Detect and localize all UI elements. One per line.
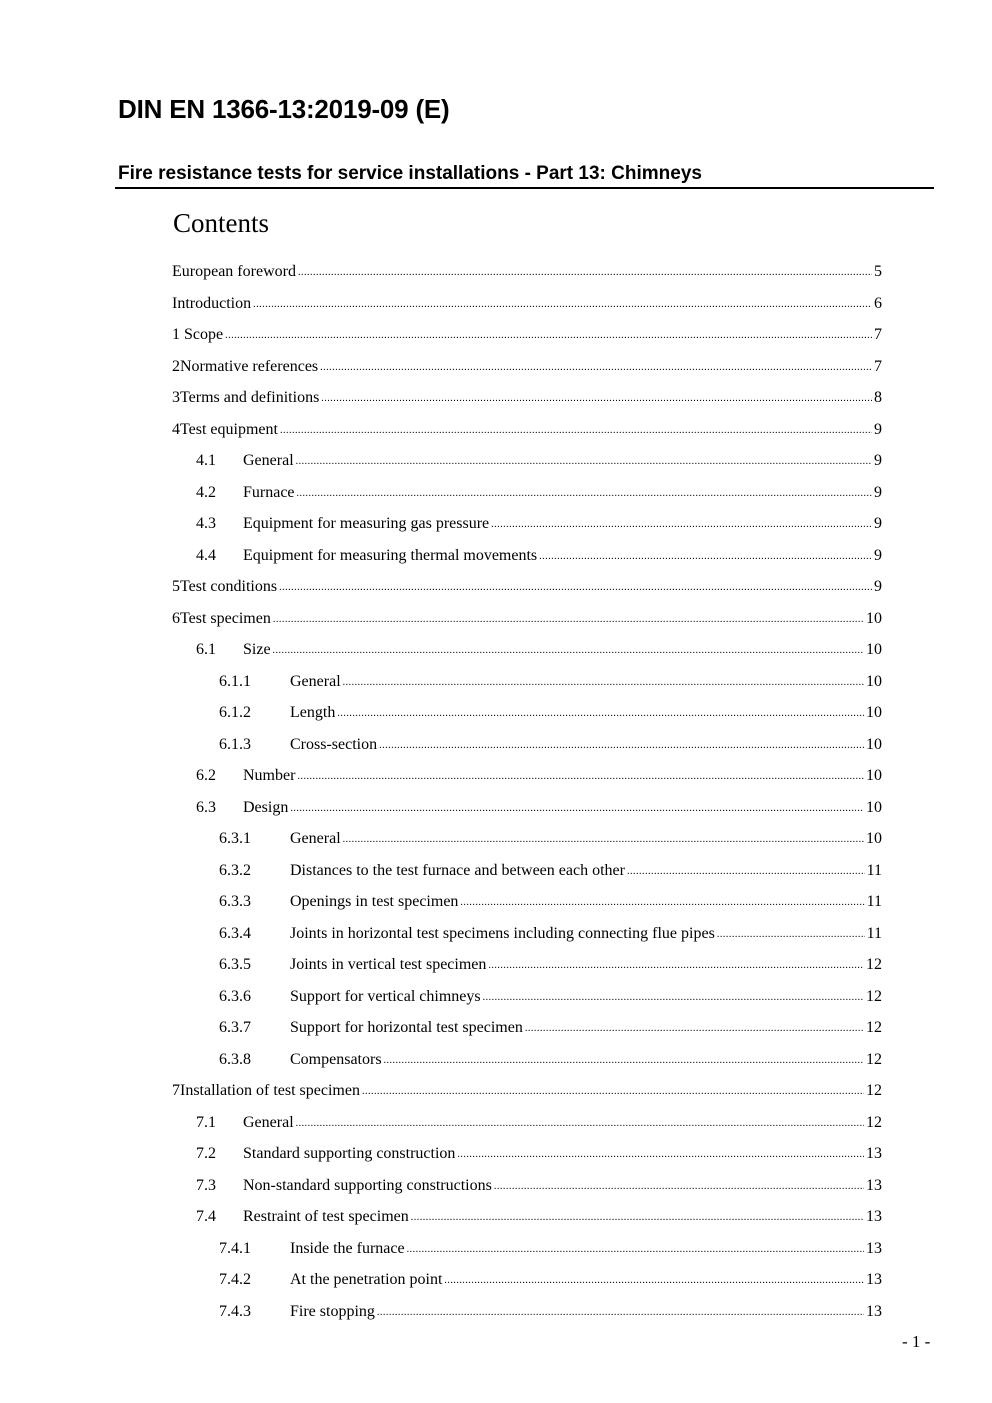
toc-entry-title: Cross-section xyxy=(290,735,378,753)
toc-entry[interactable] xyxy=(172,987,882,1019)
toc-entry[interactable] xyxy=(172,955,882,987)
toc-entry[interactable] xyxy=(172,262,882,294)
toc-entry-number: 3 xyxy=(172,389,180,406)
toc-entry-page: 9 xyxy=(874,578,882,595)
toc-dot-leader xyxy=(483,986,864,1008)
toc-entry-page: 13 xyxy=(866,1302,882,1320)
toc-entry[interactable] xyxy=(172,1302,882,1334)
toc-entry-page: 11 xyxy=(866,893,882,910)
toc-entry[interactable] xyxy=(172,1239,882,1271)
toc-dot-leader xyxy=(296,1112,864,1134)
toc-entry-page: 5 xyxy=(874,263,882,280)
toc-entry-title: Support for horizontal test specimen xyxy=(290,1019,523,1036)
toc-entry-title: Compensators xyxy=(290,1050,382,1068)
contents-heading: Contents xyxy=(173,208,270,238)
toc-entry-number: 7.2 xyxy=(196,1145,216,1162)
toc-entry-title: Equipment for measuring thermal movements xyxy=(243,546,538,564)
toc-dot-leader xyxy=(296,450,872,472)
toc-entry[interactable] xyxy=(172,829,882,861)
toc-entry[interactable] xyxy=(172,1176,882,1208)
toc-dot-leader xyxy=(460,891,864,913)
toc-entry-number: 4.2 xyxy=(196,483,216,501)
toc-dot-leader xyxy=(627,860,865,882)
toc-dot-leader xyxy=(488,954,864,976)
toc-entry-page: 8 xyxy=(874,389,882,406)
toc-entry-title: Test equipment xyxy=(180,420,278,438)
toc-entry-number: 5 xyxy=(172,578,180,595)
toc-entry[interactable] xyxy=(172,703,882,735)
toc-entry-page: 6 xyxy=(874,294,882,312)
toc-entry[interactable] xyxy=(172,1081,882,1113)
toc-entry-number: 6.3.1 xyxy=(219,830,251,847)
toc-entry-number: 6 xyxy=(172,609,180,627)
toc-entry-number: 6.3.8 xyxy=(219,1050,251,1068)
toc-entry[interactable] xyxy=(172,577,882,609)
toc-entry-page: 10 xyxy=(866,609,882,627)
toc-entry-page: 13 xyxy=(866,1271,882,1288)
toc-entry-title: Inside the furnace xyxy=(290,1239,405,1257)
toc-entry-number: 6.1.1 xyxy=(219,672,251,690)
toc-entry-title: General xyxy=(290,672,341,690)
toc-entry-title: Furnace xyxy=(243,483,295,501)
toc-entry-number: 7.4.2 xyxy=(219,1271,251,1288)
toc-entry[interactable] xyxy=(172,325,882,357)
toc-entry-page: 13 xyxy=(866,1239,882,1257)
toc-entry-number: 6.3.7 xyxy=(219,1019,251,1036)
toc-dot-leader xyxy=(297,765,864,787)
toc-entry-number: 6.3.5 xyxy=(219,956,251,973)
toc-entry-title: Normative references xyxy=(180,357,319,375)
toc-entry-number: 7.4.3 xyxy=(219,1302,251,1320)
toc-entry-title: General xyxy=(290,830,341,847)
toc-entry-page: 10 xyxy=(866,767,882,784)
toc-entry[interactable] xyxy=(172,861,882,893)
toc-entry-page: 9 xyxy=(874,452,882,469)
toc-entry-title: Joints in vertical test specimen xyxy=(290,956,487,973)
toc-dot-leader xyxy=(411,1206,864,1228)
toc-dot-leader xyxy=(384,1049,864,1071)
toc-dot-leader xyxy=(297,482,872,504)
toc-dot-leader xyxy=(539,545,872,567)
toc-entry-number: 4.3 xyxy=(196,515,216,532)
toc-entry-page: 9 xyxy=(874,483,882,501)
toc-entry-title: Installation of test specimen xyxy=(180,1082,360,1099)
toc-entry[interactable] xyxy=(172,483,882,515)
toc-entry-page: 7 xyxy=(874,326,882,343)
toc-entry[interactable] xyxy=(172,798,882,830)
table-of-contents xyxy=(172,262,882,1333)
toc-entry-number: 6.3.6 xyxy=(219,987,251,1005)
toc-entry[interactable] xyxy=(172,420,882,452)
toc-entry-number: 6.2 xyxy=(196,767,216,784)
toc-entry-page: 9 xyxy=(874,546,882,564)
toc-entry-title: General xyxy=(243,452,294,469)
toc-entry[interactable] xyxy=(172,735,882,767)
toc-entry-number: 1 xyxy=(172,326,180,343)
toc-entry-title: Support for vertical chimneys xyxy=(290,987,481,1005)
page-number: - 1 - xyxy=(902,1332,931,1351)
toc-dot-leader xyxy=(362,1080,864,1102)
toc-entry[interactable] xyxy=(172,1113,882,1145)
toc-entry-page: 10 xyxy=(866,830,882,847)
toc-entry[interactable] xyxy=(172,294,882,326)
toc-entry-page: 12 xyxy=(866,987,882,1005)
toc-entry-title: Number xyxy=(243,767,296,784)
toc-entry-title: Terms and definitions xyxy=(180,389,320,406)
toc-entry-number: 4 xyxy=(172,420,180,438)
toc-entry-number: 7.4.1 xyxy=(219,1239,251,1257)
toc-dot-leader xyxy=(457,1143,864,1165)
toc-entry-number: 6.1.2 xyxy=(219,704,251,721)
toc-dot-leader xyxy=(491,513,872,535)
toc-entry-title: Fire stopping xyxy=(290,1302,375,1320)
toc-entry[interactable] xyxy=(172,514,882,546)
toc-dot-leader xyxy=(343,671,864,693)
toc-dot-leader xyxy=(320,356,872,378)
toc-entry-number: 6.3.4 xyxy=(219,924,251,942)
header-rule xyxy=(115,187,934,189)
toc-dot-leader xyxy=(407,1238,864,1260)
toc-entry-page: 10 xyxy=(866,798,882,816)
toc-entry-number: 6.3 xyxy=(196,798,216,816)
toc-entry-page: 9 xyxy=(874,515,882,532)
toc-dot-leader xyxy=(377,1301,864,1323)
toc-entry-page: 7 xyxy=(874,357,882,375)
toc-entry-number: 7.1 xyxy=(196,1113,216,1131)
toc-entry-page: 13 xyxy=(866,1176,882,1194)
toc-entry-page: 10 xyxy=(866,641,882,658)
toc-entry-page: 9 xyxy=(874,420,882,438)
toc-entry[interactable] xyxy=(172,1018,882,1050)
toc-entry-title: Introduction xyxy=(172,294,252,312)
toc-entry-title: Non-standard supporting constructions xyxy=(243,1176,492,1194)
toc-entry-page: 10 xyxy=(866,704,882,721)
toc-entry-page: 12 xyxy=(866,1019,882,1036)
toc-entry-page: 13 xyxy=(866,1145,882,1162)
toc-dot-leader xyxy=(525,1017,864,1039)
toc-dot-leader xyxy=(273,608,864,630)
toc-entry-title: Joints in horizontal test specimens including connecting flue pipes xyxy=(290,924,715,942)
toc-entry[interactable] xyxy=(172,892,882,924)
toc-entry-number: 6.3.3 xyxy=(219,893,251,910)
toc-entry[interactable] xyxy=(172,357,882,389)
toc-entry[interactable] xyxy=(172,388,882,420)
toc-entry-number: 6.1.3 xyxy=(219,735,251,753)
toc-dot-leader xyxy=(444,1269,864,1291)
toc-entry[interactable] xyxy=(172,924,882,956)
toc-entry-title: Scope xyxy=(184,326,224,343)
toc-dot-leader xyxy=(290,797,864,819)
toc-entry-number: 4.4 xyxy=(196,546,216,564)
toc-entry-page: 10 xyxy=(866,735,882,753)
toc-entry-number: 2 xyxy=(172,357,180,375)
toc-dot-leader xyxy=(280,419,872,441)
toc-dot-leader xyxy=(279,576,872,598)
toc-entry-title: Test specimen xyxy=(180,609,271,627)
toc-entry[interactable] xyxy=(172,1270,882,1302)
toc-dot-leader xyxy=(273,639,864,661)
toc-entry-title: At the penetration point xyxy=(290,1271,443,1288)
toc-dot-leader xyxy=(321,387,872,409)
toc-entry-page: 10 xyxy=(866,672,882,690)
toc-entry-title: Length xyxy=(290,704,336,721)
toc-entry-number: 4.1 xyxy=(196,452,216,469)
toc-entry-page: 11 xyxy=(866,924,882,942)
toc-entry-number: 6.3.2 xyxy=(219,861,251,879)
toc-entry[interactable] xyxy=(172,451,882,483)
toc-dot-leader xyxy=(253,293,872,315)
toc-dot-leader xyxy=(717,923,865,945)
toc-entry-title: Size xyxy=(243,641,271,658)
toc-entry-title: Distances to the test furnace and between each other xyxy=(290,861,625,879)
toc-entry-number: 6.1 xyxy=(196,641,216,658)
toc-entry-title: Equipment for measuring gas pressure xyxy=(243,515,490,532)
toc-entry-title: European foreword xyxy=(172,263,296,280)
toc-entry-page: 12 xyxy=(866,956,882,973)
toc-entry-title: Standard supporting construction xyxy=(243,1145,456,1162)
toc-entry[interactable] xyxy=(172,672,882,704)
toc-dot-leader xyxy=(337,702,864,724)
toc-entry[interactable] xyxy=(172,1144,882,1176)
toc-entry[interactable] xyxy=(172,1207,882,1239)
toc-dot-leader xyxy=(379,734,864,756)
toc-entry[interactable] xyxy=(172,546,882,578)
toc-dot-leader xyxy=(343,828,864,850)
toc-entry[interactable] xyxy=(172,1050,882,1082)
toc-dot-leader xyxy=(494,1175,864,1197)
toc-entry-page: 12 xyxy=(866,1113,882,1131)
toc-entry-page: 12 xyxy=(866,1050,882,1068)
toc-entry-number: 7.4 xyxy=(196,1208,216,1225)
toc-entry-number: 7 xyxy=(172,1082,180,1099)
toc-entry[interactable] xyxy=(172,640,882,672)
toc-entry-page: 13 xyxy=(866,1208,882,1225)
document-subtitle: Fire resistance tests for service installations - Part 13: Chimneys xyxy=(118,163,702,184)
toc-entry[interactable] xyxy=(172,766,882,798)
toc-entry-page: 11 xyxy=(866,861,882,879)
toc-entry-title: Test conditions xyxy=(180,578,278,595)
toc-dot-leader xyxy=(298,261,872,283)
document-id: DIN EN 1366-13:2019-09 (E) xyxy=(118,94,450,124)
toc-entry-title: Openings in test specimen xyxy=(290,893,459,910)
toc-entry-title: Design xyxy=(243,798,289,816)
toc-entry-number: 7.3 xyxy=(196,1176,216,1194)
toc-entry-page: 12 xyxy=(866,1082,882,1099)
toc-entry[interactable] xyxy=(172,609,882,641)
toc-dot-leader xyxy=(225,324,872,346)
toc-entry-title: Restraint of test specimen xyxy=(243,1208,409,1225)
toc-entry-title: General xyxy=(243,1113,294,1131)
